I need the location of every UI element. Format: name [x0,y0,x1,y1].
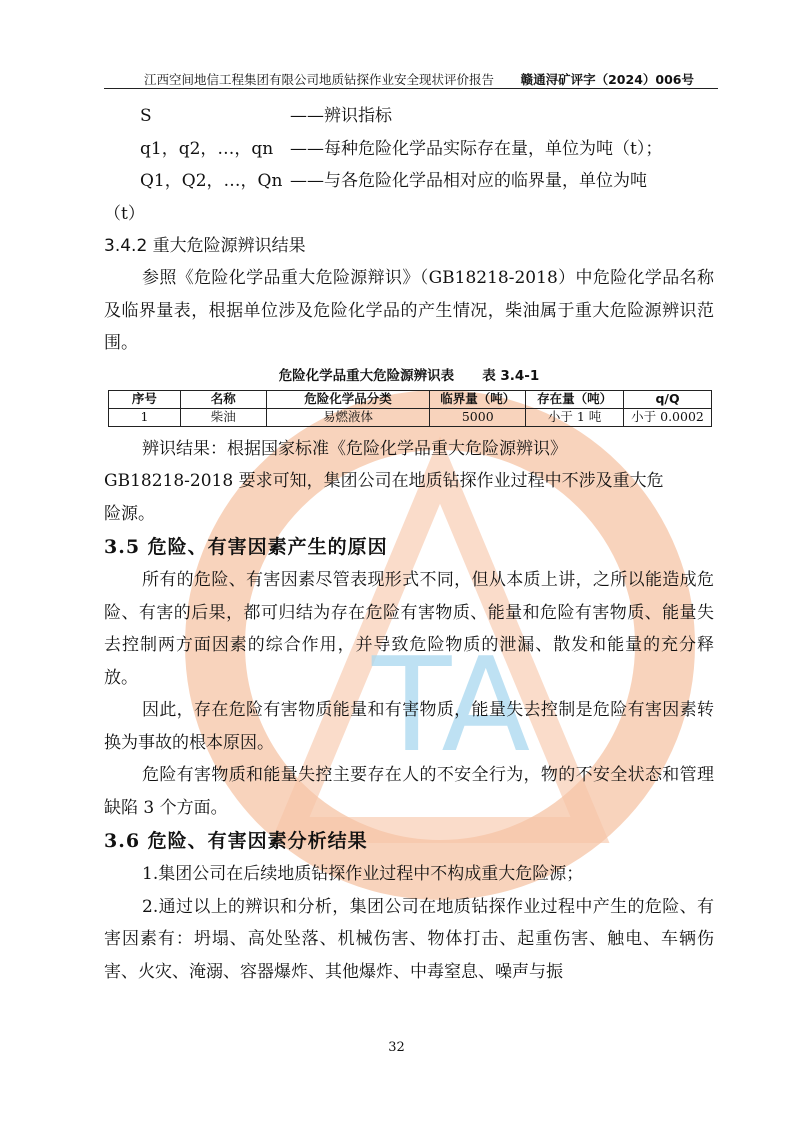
watermark-letters: TA [372,629,531,781]
section-3-6-item: 2.通过以上的辨识和分析，集团公司在地质钻探作业过程中产生的危险、有害因素有：坍塌、高处坠落、机械伤害、物体打击、起重伤害、触电、车辆伤害、火灾、淹溺、容器爆炸、其他爆炸、中毒窒息、噪声与振 [104,896,714,982]
section-3-4-2-paragraph: 参照《危险化学品重大危险源辩识》（GB18218-2018）中危险化学品名称及临界量表，根据单位涉及危险化学品的产生情况，柴油属于重大危险源辨识范围。 [104,268,714,353]
table-header-row [109,390,712,408]
table-number: 表 3.4-1 [482,367,540,384]
definition-row [104,100,714,133]
definition-symbol: S [140,106,152,126]
table-title: 危险化学品重大危险源辨识表 [278,367,455,384]
section-3-4-2-heading: 3.4.2 重大危险源辨识结果 [104,236,306,256]
table-caption [104,366,714,386]
page-header [104,66,718,89]
table-cell: 柴油 [180,408,266,426]
table-header: 临界量（吨） [430,390,526,408]
definition-desc: ——每种危险化学品实际存在量，单位为吨（t）； [290,138,663,159]
section-3-6-heading: 3.6 危险、有害因素分析结果 [104,830,368,852]
section-3-5-paragraph: 危险有害物质和能量失控主要存在人的不安全行为，物的不安全状态和管理缺陷 3 个方面。 [104,765,714,818]
section-3-5-heading: 3.5 危险、有害因素产生的原因 [104,536,388,558]
table-cell: 小于 1 吨 [526,408,624,426]
definition-unit-tail: （t） [104,203,145,224]
table-header: q/Q [624,390,712,408]
definition-desc: ——与各危险化学品相对应的临界量，单位为吨 [290,171,647,191]
table-header: 存在量（吨） [526,390,624,408]
table-cell: 5000 [430,408,526,426]
definition-row [104,133,714,166]
header-report-number: 赣通浔矿评字（2024）006号 [520,72,694,87]
table-cell: 小于 0.0002 [624,408,712,426]
hazard-identification-table [108,390,712,427]
table-cell: 易燃液体 [266,408,430,426]
section-3-6-item: 1.集团公司在后续地质钻探作业过程中不构成重大危险源； [142,864,584,884]
table-header: 名称 [180,390,266,408]
table-header: 序号 [109,390,181,408]
section-3-5-paragraph: 因此，存在危险有害物质能量和有害物质，能量失去控制是危险有害因素转换为事故的根本原因。 [104,700,714,753]
header-company-title: 江西空间地信工程集团有限公司地质钻探作业安全现状评价报告 [144,72,495,87]
section-3-5-paragraph: 所有的危险、有害因素尽管表现形式不同，但从本质上讲，之所以能造成危险、有害的后果，都可归结为存在危险有害物质、能量和危险有害物质、能量失去控制两方面因素的综合作用，并导致危险物质的泄漏、散发和能量的充分释放。 [104,570,714,688]
definition-symbol: q1，q2，…，qn [140,138,274,159]
result-line: 辨识结果：根据国家标准《危险化学品重大危险源辨识》 [142,438,567,459]
result-line: 险源。 [104,503,155,524]
page-number: 32 [388,1040,405,1055]
page-content [104,100,714,988]
definition-desc: ——辨识指标 [290,106,392,126]
result-line: GB18218-2018 要求可知，集团公司在地质钻探作业过程中不涉及重大危 [104,471,664,491]
table-header: 危险化学品分类 [266,390,430,408]
table-row [109,408,712,426]
definition-symbol: Q1，Q2，…，Qn [140,171,283,191]
definition-row [104,165,714,198]
table-cell: 1 [109,408,181,426]
